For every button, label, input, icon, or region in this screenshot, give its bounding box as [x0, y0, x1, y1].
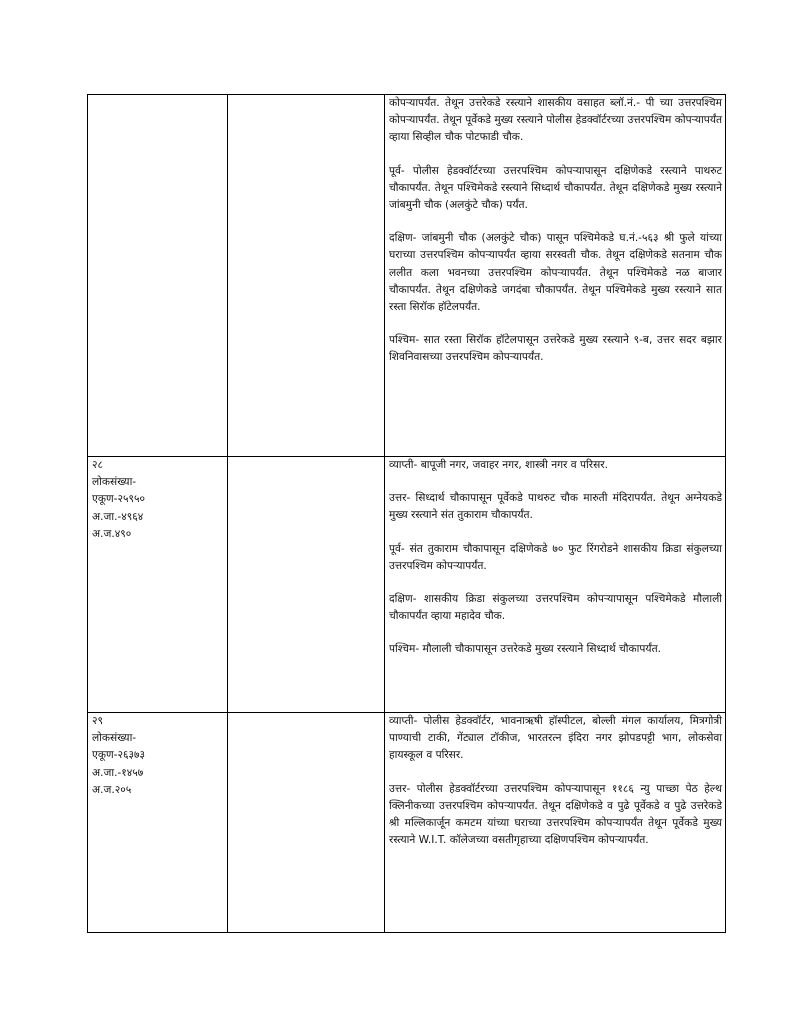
coverage-paragraph: व्याप्ती- बापूजी नगर, जवाहर नगर, शास्त्री नगर व परिसर. [389, 459, 608, 471]
ward-info-cell [88, 457, 228, 713]
ward-boundary-document [87, 94, 725, 933]
boundary-paragraph: उत्तर- पोलीस हेडक्वॉर्टरच्या उत्तरपश्चिम कोपऱ्यापासून ११८६ न्यु पाच्छा पेठ हेल्थ क्लिनीकच्या उत्तरपश्चिम कोपऱ्यापर्यंत. तेथून दक्षिणेकडे व पुढे पूर्वेकडे व पुढे उत्तरेकडे श्री मल्लिकार्जून कमटम यांच्या घराच्या उत्तरपश्चिम कोपऱ्यापर्यंत तेथून पूर्वेकडे मुख्य रस्त्याने W.I.T. कॉलेजच्या वसतीगृहाच्या दक्षिणपश्चिम कोपऱ्यापर्यंत. [389, 782, 722, 847]
ward-boundary-table [87, 94, 726, 933]
boundary-paragraph: उत्तर- सिध्दार्थ चौकापासून पूर्वेकडे पाथरुट चौक मारुती मंदिरापर्यंत. तेथून अग्नेयकडे मुख्य रस्त्याने संत तुकाराम चौकापर्यंत. [389, 492, 722, 522]
boundary-description-cell [385, 95, 726, 457]
blank-cell [228, 713, 385, 933]
population-total: एकूण-२६३७३ [92, 749, 146, 762]
ward-info-cell [88, 713, 228, 933]
ward-info-cell [88, 95, 228, 457]
boundary-paragraph: पश्चिम- सात रस्ता सिरॉक हॉटेलपासून उत्तरेकडे मुख्य रस्त्याने ९-ब, उत्तर सदर बझार शिवनिवासच्या उत्तरपश्चिम कोपऱ्यापर्यंत. [389, 334, 722, 364]
population-sc: अ.जा.-४९६४ [92, 510, 144, 523]
blank-cell [228, 457, 385, 713]
boundary-paragraph: दक्षिण- जांबमुनी चौक (अलकुंटे चौक) पासून पश्चिमेकडे घ.नं.-५६३ श्री फुले यांच्या घराच्या उत्तरपश्चिम कोपऱ्यापर्यंत व्हाया सरस्वती चौक. तेथून दक्षिणेकडे सतनाम चौक ललीत कला भवनच्या उत्तरपश्चिम कोपऱ्यापर्यंत. तेथून पश्चिमेकडे नळ बाजार चौकापर्यंत. तेथून दक्षिणेकडे जगदंबा चौकापर्यंत. तेथून पश्चिमेकडे मुख्य रस्त्याने सात रस्ता सिरॉक हॉटेलपर्यंत. [389, 232, 722, 314]
population-label: लोकसंख्या- [92, 732, 137, 745]
boundary-paragraph: दक्षिण- शासकीय क्रिडा संकुलच्या उत्तरपश्चिम कोपऱ्यापासून पश्चिमेकडे मौलाली चौकापर्यंत व्हाया महादेव चौक. [389, 593, 722, 623]
boundary-paragraph: कोपऱ्यापर्यंत. तेथून उत्तरेकडे रस्त्याने शासकीय वसाहत ब्लॉ.नं.- पी च्या उत्तरपश्चिम कोपऱ्यापर्यंत. तेथून पूर्वेकडे मुख्य रस्त्याने पोलीस हेडक्वॉर्टरच्या उत्तरपश्चिम कोपऱ्यापर्यंत व्हाया सिव्हील चौक पोटफाडी चौक. [389, 97, 722, 144]
boundary-paragraph: पूर्व- संत तुकाराम चौकापासून दक्षिणेकडे ७० फुट रिंगरोडने शासकीय क्रिडा संकुलच्या उत्तरपश्चिम कोपऱ्यापर्यंत. [389, 542, 722, 572]
table-row [88, 95, 726, 457]
blank-cell [228, 95, 385, 457]
table-row [88, 713, 726, 933]
boundary-paragraph: पश्चिम- मौलाली चौकापासून उत्तरेकडे मुख्य रस्त्याने सिध्दार्थ चौकापर्यंत. [389, 643, 661, 656]
population-label: लोकसंख्या- [92, 476, 137, 489]
ward-number: २८ [92, 459, 104, 471]
population-sc: अ.जा.-१४५७ [92, 766, 144, 779]
boundary-description-cell [385, 457, 726, 713]
table-row [88, 457, 726, 713]
population-total: एकूण-२५९५० [92, 493, 146, 506]
ward-number: २९ [92, 715, 104, 727]
boundary-paragraph: पूर्व- पोलीस हेडक्वॉर्टरच्या उत्तरपश्चिम कोपऱ्यापासून दक्षिणेकडे रस्त्याने पाथरुट चौकापर्यंत. तेथून पश्चिमेकडे रस्त्याने सिध्दार्थ चौकापर्यंत. तेथून दक्षिणेकडे मुख्य रस्त्याने जांबमुनी चौक (अलकुंटे चौक) पर्यंत. [389, 164, 722, 212]
population-st: अ.ज.२०५ [92, 783, 132, 796]
coverage-paragraph: व्याप्ती- पोलीस हेडक्वॉर्टर, भावनाऋषी हॉस्पीटल, बोल्ली मंगल कार्यालय, मित्रगोत्री पाण्याची टाकी, गेंट्याल टॉकीज, भारतरत्न इंदिरा नगर झोपडपट्टी भाग, लोकसेवा हायस्कूल व परिसर. [389, 715, 722, 762]
population-st: अ.ज.४९० [92, 527, 132, 540]
boundary-description-cell [385, 713, 726, 933]
